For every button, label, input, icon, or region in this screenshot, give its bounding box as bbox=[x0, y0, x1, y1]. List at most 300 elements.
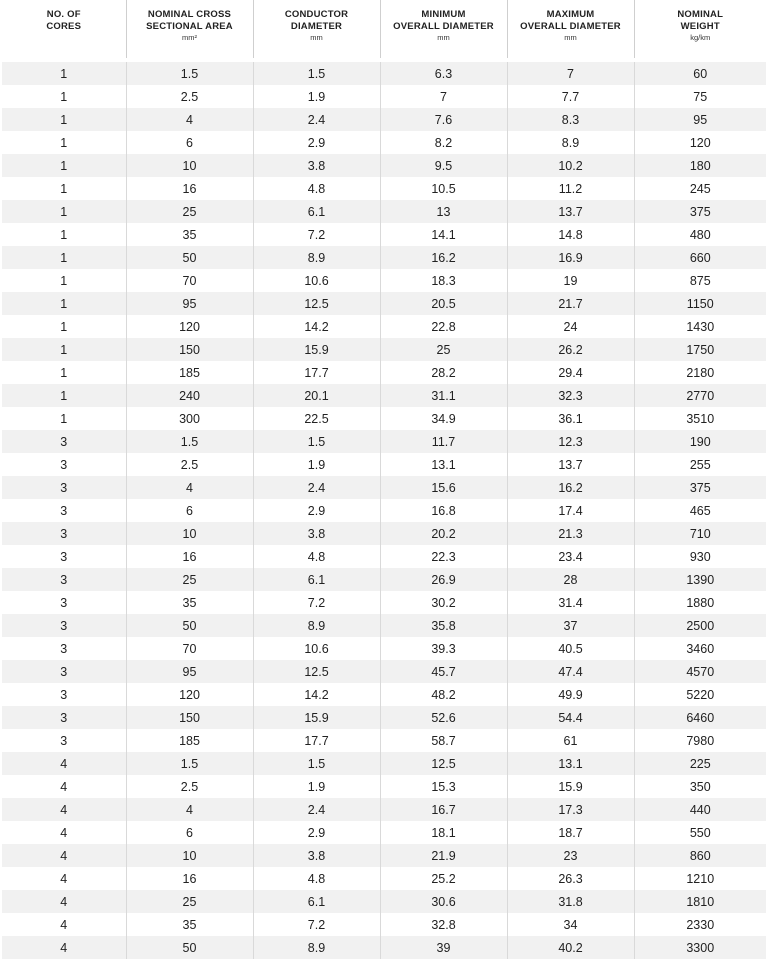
table-row bbox=[2, 499, 766, 522]
cross-section-cell: 16 bbox=[126, 177, 253, 200]
weight-cell: 5220 bbox=[634, 683, 766, 706]
cross-section-cell: 16 bbox=[126, 867, 253, 890]
cores-cell: 4 bbox=[2, 936, 126, 959]
conductor-diameter-cell: 8.9 bbox=[253, 614, 380, 637]
conductor-diameter-cell: 1.5 bbox=[253, 60, 380, 85]
weight-cell: 1150 bbox=[634, 292, 766, 315]
max-diameter-cell: 13.1 bbox=[507, 752, 634, 775]
conductor-diameter-cell: 6.1 bbox=[253, 200, 380, 223]
cores-cell: 4 bbox=[2, 890, 126, 913]
min-diameter-cell: 9.5 bbox=[380, 154, 507, 177]
conductor-diameter-cell: 12.5 bbox=[253, 660, 380, 683]
cross-section-cell: 25 bbox=[126, 890, 253, 913]
min-diameter-cell: 28.2 bbox=[380, 361, 507, 384]
min-diameter-cell: 10.5 bbox=[380, 177, 507, 200]
header-line: CONDUCTOR bbox=[284, 9, 349, 20]
max-diameter-cell: 54.4 bbox=[507, 706, 634, 729]
weight-cell: 660 bbox=[634, 246, 766, 269]
table-row bbox=[2, 476, 766, 499]
cores-cell: 3 bbox=[2, 522, 126, 545]
min-diameter-cell: 8.2 bbox=[380, 131, 507, 154]
conductor-diameter-cell: 2.4 bbox=[253, 798, 380, 821]
weight-cell: 440 bbox=[634, 798, 766, 821]
max-diameter-cell: 13.7 bbox=[507, 200, 634, 223]
cores-cell: 1 bbox=[2, 60, 126, 85]
max-diameter-cell: 7.7 bbox=[507, 85, 634, 108]
conductor-diameter-cell: 14.2 bbox=[253, 683, 380, 706]
min-diameter-cell: 52.6 bbox=[380, 706, 507, 729]
min-diameter-cell: 11.7 bbox=[380, 430, 507, 453]
table-row bbox=[2, 60, 766, 85]
min-diameter-cell: 26.9 bbox=[380, 568, 507, 591]
min-diameter-cell: 18.1 bbox=[380, 821, 507, 844]
weight-cell: 875 bbox=[634, 269, 766, 292]
cores-cell: 4 bbox=[2, 844, 126, 867]
header-unit: kg/km bbox=[690, 33, 711, 42]
weight-cell: 2180 bbox=[634, 361, 766, 384]
conductor-diameter-cell: 2.4 bbox=[253, 476, 380, 499]
table-row bbox=[2, 568, 766, 591]
min-diameter-cell: 7 bbox=[380, 85, 507, 108]
weight-cell: 350 bbox=[634, 775, 766, 798]
min-diameter-cell: 25.2 bbox=[380, 867, 507, 890]
min-diameter-cell: 13 bbox=[380, 200, 507, 223]
weight-cell: 930 bbox=[634, 545, 766, 568]
min-diameter-cell: 15.3 bbox=[380, 775, 507, 798]
table-row bbox=[2, 384, 766, 407]
cores-cell: 1 bbox=[2, 177, 126, 200]
table-row bbox=[2, 131, 766, 154]
max-diameter-cell: 13.7 bbox=[507, 453, 634, 476]
weight-cell: 95 bbox=[634, 108, 766, 131]
table-row bbox=[2, 338, 766, 361]
table-row bbox=[2, 614, 766, 637]
max-diameter-cell: 28 bbox=[507, 568, 634, 591]
table-row bbox=[2, 890, 766, 913]
weight-cell: 6460 bbox=[634, 706, 766, 729]
min-diameter-cell: 22.3 bbox=[380, 545, 507, 568]
cores-cell: 1 bbox=[2, 108, 126, 131]
cross-section-cell: 1.5 bbox=[126, 430, 253, 453]
table-row bbox=[2, 637, 766, 660]
weight-cell: 550 bbox=[634, 821, 766, 844]
table-row bbox=[2, 430, 766, 453]
min-diameter-cell: 35.8 bbox=[380, 614, 507, 637]
min-diameter-cell: 58.7 bbox=[380, 729, 507, 752]
table-row bbox=[2, 154, 766, 177]
weight-cell: 1750 bbox=[634, 338, 766, 361]
table-row bbox=[2, 913, 766, 936]
weight-cell: 1880 bbox=[634, 591, 766, 614]
conductor-diameter-cell: 8.9 bbox=[253, 936, 380, 959]
weight-cell: 860 bbox=[634, 844, 766, 867]
weight-cell: 60 bbox=[634, 60, 766, 85]
cores-cell: 1 bbox=[2, 315, 126, 338]
header-line: CORES bbox=[46, 21, 82, 32]
max-diameter-cell: 11.2 bbox=[507, 177, 634, 200]
conductor-diameter-cell: 1.5 bbox=[253, 430, 380, 453]
cross-section-cell: 120 bbox=[126, 683, 253, 706]
max-diameter-cell: 19 bbox=[507, 269, 634, 292]
cross-section-cell: 16 bbox=[126, 545, 253, 568]
conductor-diameter-cell: 1.9 bbox=[253, 453, 380, 476]
weight-cell: 1210 bbox=[634, 867, 766, 890]
min-diameter-cell: 16.8 bbox=[380, 499, 507, 522]
min-diameter-cell: 34.9 bbox=[380, 407, 507, 430]
header-cross-section bbox=[126, 0, 253, 60]
table-header bbox=[2, 0, 766, 60]
cross-section-cell: 150 bbox=[126, 338, 253, 361]
max-diameter-cell: 8.3 bbox=[507, 108, 634, 131]
conductor-diameter-cell: 1.9 bbox=[253, 85, 380, 108]
max-diameter-cell: 26.3 bbox=[507, 867, 634, 890]
weight-cell: 375 bbox=[634, 476, 766, 499]
table-row bbox=[2, 936, 766, 959]
max-diameter-cell: 12.3 bbox=[507, 430, 634, 453]
cross-section-cell: 10 bbox=[126, 522, 253, 545]
conductor-diameter-cell: 20.1 bbox=[253, 384, 380, 407]
cores-cell: 4 bbox=[2, 798, 126, 821]
weight-cell: 225 bbox=[634, 752, 766, 775]
min-diameter-cell: 20.5 bbox=[380, 292, 507, 315]
header-min-diameter bbox=[380, 0, 507, 60]
cores-cell: 4 bbox=[2, 775, 126, 798]
min-diameter-cell: 22.8 bbox=[380, 315, 507, 338]
table-row bbox=[2, 683, 766, 706]
max-diameter-cell: 18.7 bbox=[507, 821, 634, 844]
conductor-diameter-cell: 3.8 bbox=[253, 154, 380, 177]
cores-cell: 4 bbox=[2, 867, 126, 890]
conductor-diameter-cell: 17.7 bbox=[253, 361, 380, 384]
table-row bbox=[2, 108, 766, 131]
conductor-diameter-cell: 1.9 bbox=[253, 775, 380, 798]
weight-cell: 255 bbox=[634, 453, 766, 476]
cores-cell: 1 bbox=[2, 131, 126, 154]
header-row bbox=[2, 0, 766, 60]
table-row bbox=[2, 706, 766, 729]
max-diameter-cell: 40.5 bbox=[507, 637, 634, 660]
weight-cell: 75 bbox=[634, 85, 766, 108]
cross-section-cell: 2.5 bbox=[126, 775, 253, 798]
table-row bbox=[2, 177, 766, 200]
min-diameter-cell: 16.7 bbox=[380, 798, 507, 821]
max-diameter-cell: 34 bbox=[507, 913, 634, 936]
cores-cell: 3 bbox=[2, 453, 126, 476]
max-diameter-cell: 23 bbox=[507, 844, 634, 867]
cores-cell: 3 bbox=[2, 591, 126, 614]
table-row bbox=[2, 200, 766, 223]
cross-section-cell: 2.5 bbox=[126, 85, 253, 108]
weight-cell: 1430 bbox=[634, 315, 766, 338]
weight-cell: 7980 bbox=[634, 729, 766, 752]
conductor-diameter-cell: 10.6 bbox=[253, 269, 380, 292]
cores-cell: 3 bbox=[2, 545, 126, 568]
max-diameter-cell: 16.9 bbox=[507, 246, 634, 269]
weight-cell: 4570 bbox=[634, 660, 766, 683]
header-line: OVERALL DIAMETER bbox=[520, 21, 621, 32]
cross-section-cell: 95 bbox=[126, 292, 253, 315]
weight-cell: 1810 bbox=[634, 890, 766, 913]
cross-section-cell: 185 bbox=[126, 729, 253, 752]
conductor-diameter-cell: 4.8 bbox=[253, 867, 380, 890]
cross-section-cell: 150 bbox=[126, 706, 253, 729]
cores-cell: 3 bbox=[2, 706, 126, 729]
table-row bbox=[2, 752, 766, 775]
max-diameter-cell: 32.3 bbox=[507, 384, 634, 407]
cores-cell: 3 bbox=[2, 430, 126, 453]
header-line: MAXIMUM bbox=[546, 9, 595, 20]
table-row bbox=[2, 246, 766, 269]
max-diameter-cell: 47.4 bbox=[507, 660, 634, 683]
max-diameter-cell: 21.3 bbox=[507, 522, 634, 545]
cores-cell: 3 bbox=[2, 476, 126, 499]
conductor-diameter-cell: 4.8 bbox=[253, 177, 380, 200]
conductor-diameter-cell: 15.9 bbox=[253, 338, 380, 361]
max-diameter-cell: 36.1 bbox=[507, 407, 634, 430]
cross-section-cell: 95 bbox=[126, 660, 253, 683]
conductor-diameter-cell: 1.5 bbox=[253, 752, 380, 775]
weight-cell: 2330 bbox=[634, 913, 766, 936]
table-row bbox=[2, 867, 766, 890]
cross-section-cell: 25 bbox=[126, 200, 253, 223]
header-unit: mm bbox=[564, 33, 577, 42]
cross-section-cell: 25 bbox=[126, 568, 253, 591]
cores-cell: 1 bbox=[2, 384, 126, 407]
min-diameter-cell: 7.6 bbox=[380, 108, 507, 131]
conductor-diameter-cell: 12.5 bbox=[253, 292, 380, 315]
table-row bbox=[2, 798, 766, 821]
cross-section-cell: 4 bbox=[126, 108, 253, 131]
cores-cell: 1 bbox=[2, 246, 126, 269]
weight-cell: 2500 bbox=[634, 614, 766, 637]
cores-cell: 1 bbox=[2, 154, 126, 177]
weight-cell: 180 bbox=[634, 154, 766, 177]
conductor-diameter-cell: 10.6 bbox=[253, 637, 380, 660]
conductor-diameter-cell: 2.9 bbox=[253, 131, 380, 154]
max-diameter-cell: 17.4 bbox=[507, 499, 634, 522]
header-line: SECTIONAL AREA bbox=[146, 21, 233, 32]
cores-cell: 1 bbox=[2, 223, 126, 246]
cores-cell: 3 bbox=[2, 729, 126, 752]
cross-section-cell: 120 bbox=[126, 315, 253, 338]
weight-cell: 710 bbox=[634, 522, 766, 545]
max-diameter-cell: 10.2 bbox=[507, 154, 634, 177]
conductor-diameter-cell: 7.2 bbox=[253, 913, 380, 936]
conductor-diameter-cell: 14.2 bbox=[253, 315, 380, 338]
conductor-diameter-cell: 2.9 bbox=[253, 821, 380, 844]
weight-cell: 480 bbox=[634, 223, 766, 246]
cores-cell: 1 bbox=[2, 269, 126, 292]
cores-cell: 1 bbox=[2, 292, 126, 315]
header-line: DIAMETER bbox=[290, 21, 343, 32]
min-diameter-cell: 15.6 bbox=[380, 476, 507, 499]
weight-cell: 1390 bbox=[634, 568, 766, 591]
header-conductor-diameter bbox=[253, 0, 380, 60]
cross-section-cell: 35 bbox=[126, 591, 253, 614]
conductor-diameter-cell: 6.1 bbox=[253, 568, 380, 591]
max-diameter-cell: 29.4 bbox=[507, 361, 634, 384]
min-diameter-cell: 18.3 bbox=[380, 269, 507, 292]
conductor-diameter-cell: 2.4 bbox=[253, 108, 380, 131]
weight-cell: 245 bbox=[634, 177, 766, 200]
weight-cell: 375 bbox=[634, 200, 766, 223]
max-diameter-cell: 23.4 bbox=[507, 545, 634, 568]
table-row bbox=[2, 85, 766, 108]
min-diameter-cell: 30.6 bbox=[380, 890, 507, 913]
cross-section-cell: 4 bbox=[126, 798, 253, 821]
cross-section-cell: 1.5 bbox=[126, 752, 253, 775]
min-diameter-cell: 16.2 bbox=[380, 246, 507, 269]
cores-cell: 3 bbox=[2, 568, 126, 591]
min-diameter-cell: 25 bbox=[380, 338, 507, 361]
min-diameter-cell: 39.3 bbox=[380, 637, 507, 660]
min-diameter-cell: 48.2 bbox=[380, 683, 507, 706]
cores-cell: 3 bbox=[2, 499, 126, 522]
cores-cell: 4 bbox=[2, 752, 126, 775]
conductor-diameter-cell: 4.8 bbox=[253, 545, 380, 568]
conductor-diameter-cell: 17.7 bbox=[253, 729, 380, 752]
max-diameter-cell: 14.8 bbox=[507, 223, 634, 246]
conductor-diameter-cell: 2.9 bbox=[253, 499, 380, 522]
cross-section-cell: 70 bbox=[126, 637, 253, 660]
max-diameter-cell: 17.3 bbox=[507, 798, 634, 821]
cross-section-cell: 300 bbox=[126, 407, 253, 430]
conductor-diameter-cell: 15.9 bbox=[253, 706, 380, 729]
max-diameter-cell: 49.9 bbox=[507, 683, 634, 706]
table-row bbox=[2, 660, 766, 683]
header-unit: mm bbox=[310, 33, 323, 42]
cross-section-cell: 10 bbox=[126, 844, 253, 867]
max-diameter-cell: 31.8 bbox=[507, 890, 634, 913]
max-diameter-cell: 26.2 bbox=[507, 338, 634, 361]
cores-cell: 4 bbox=[2, 913, 126, 936]
max-diameter-cell: 24 bbox=[507, 315, 634, 338]
cross-section-cell: 50 bbox=[126, 614, 253, 637]
table-row bbox=[2, 591, 766, 614]
cross-section-cell: 70 bbox=[126, 269, 253, 292]
min-diameter-cell: 12.5 bbox=[380, 752, 507, 775]
header-unit: mm² bbox=[182, 33, 197, 42]
cable-spec-table bbox=[2, 0, 766, 959]
header-line: OVERALL DIAMETER bbox=[393, 21, 494, 32]
table-row bbox=[2, 522, 766, 545]
cores-cell: 1 bbox=[2, 361, 126, 384]
header-line: NO. OF bbox=[46, 9, 81, 20]
min-diameter-cell: 31.1 bbox=[380, 384, 507, 407]
conductor-diameter-cell: 7.2 bbox=[253, 591, 380, 614]
conductor-diameter-cell: 8.9 bbox=[253, 246, 380, 269]
table-row bbox=[2, 729, 766, 752]
max-diameter-cell: 15.9 bbox=[507, 775, 634, 798]
cores-cell: 1 bbox=[2, 338, 126, 361]
max-diameter-cell: 21.7 bbox=[507, 292, 634, 315]
cores-cell: 3 bbox=[2, 614, 126, 637]
cross-section-cell: 185 bbox=[126, 361, 253, 384]
header-line: MINIMUM bbox=[421, 9, 466, 20]
header-cores bbox=[2, 0, 126, 60]
cores-cell: 3 bbox=[2, 683, 126, 706]
cross-section-cell: 2.5 bbox=[126, 453, 253, 476]
table-row bbox=[2, 292, 766, 315]
cores-cell: 1 bbox=[2, 200, 126, 223]
cores-cell: 3 bbox=[2, 660, 126, 683]
min-diameter-cell: 14.1 bbox=[380, 223, 507, 246]
max-diameter-cell: 40.2 bbox=[507, 936, 634, 959]
conductor-diameter-cell: 3.8 bbox=[253, 522, 380, 545]
header-line: NOMINAL CROSS bbox=[147, 9, 232, 20]
table-row bbox=[2, 844, 766, 867]
header-line: WEIGHT bbox=[680, 21, 720, 32]
min-diameter-cell: 39 bbox=[380, 936, 507, 959]
header-max-diameter bbox=[507, 0, 634, 60]
min-diameter-cell: 32.8 bbox=[380, 913, 507, 936]
header-line: NOMINAL bbox=[677, 9, 724, 20]
header-weight bbox=[634, 0, 766, 60]
max-diameter-cell: 31.4 bbox=[507, 591, 634, 614]
table-row bbox=[2, 269, 766, 292]
cross-section-cell: 50 bbox=[126, 246, 253, 269]
min-diameter-cell: 6.3 bbox=[380, 60, 507, 85]
cores-cell: 3 bbox=[2, 637, 126, 660]
table-body bbox=[2, 60, 766, 959]
table-row bbox=[2, 407, 766, 430]
table-row bbox=[2, 315, 766, 338]
max-diameter-cell: 37 bbox=[507, 614, 634, 637]
table-row bbox=[2, 223, 766, 246]
weight-cell: 120 bbox=[634, 131, 766, 154]
table-row bbox=[2, 453, 766, 476]
max-diameter-cell: 61 bbox=[507, 729, 634, 752]
max-diameter-cell: 16.2 bbox=[507, 476, 634, 499]
cross-section-cell: 6 bbox=[126, 131, 253, 154]
min-diameter-cell: 13.1 bbox=[380, 453, 507, 476]
max-diameter-cell: 7 bbox=[507, 60, 634, 85]
cross-section-cell: 35 bbox=[126, 913, 253, 936]
cross-section-cell: 10 bbox=[126, 154, 253, 177]
table-row bbox=[2, 545, 766, 568]
min-diameter-cell: 45.7 bbox=[380, 660, 507, 683]
weight-cell: 465 bbox=[634, 499, 766, 522]
weight-cell: 3460 bbox=[634, 637, 766, 660]
table-row bbox=[2, 361, 766, 384]
cross-section-cell: 50 bbox=[126, 936, 253, 959]
cross-section-cell: 35 bbox=[126, 223, 253, 246]
conductor-diameter-cell: 22.5 bbox=[253, 407, 380, 430]
cores-cell: 1 bbox=[2, 85, 126, 108]
table-row bbox=[2, 821, 766, 844]
conductor-diameter-cell: 6.1 bbox=[253, 890, 380, 913]
weight-cell: 190 bbox=[634, 430, 766, 453]
table-row bbox=[2, 775, 766, 798]
cores-cell: 1 bbox=[2, 407, 126, 430]
weight-cell: 3510 bbox=[634, 407, 766, 430]
header-unit: mm bbox=[437, 33, 450, 42]
conductor-diameter-cell: 3.8 bbox=[253, 844, 380, 867]
cross-section-cell: 240 bbox=[126, 384, 253, 407]
cross-section-cell: 6 bbox=[126, 821, 253, 844]
conductor-diameter-cell: 7.2 bbox=[253, 223, 380, 246]
weight-cell: 3300 bbox=[634, 936, 766, 959]
cores-cell: 4 bbox=[2, 821, 126, 844]
min-diameter-cell: 30.2 bbox=[380, 591, 507, 614]
min-diameter-cell: 21.9 bbox=[380, 844, 507, 867]
max-diameter-cell: 8.9 bbox=[507, 131, 634, 154]
cross-section-cell: 6 bbox=[126, 499, 253, 522]
weight-cell: 2770 bbox=[634, 384, 766, 407]
cross-section-cell: 4 bbox=[126, 476, 253, 499]
cross-section-cell: 1.5 bbox=[126, 60, 253, 85]
min-diameter-cell: 20.2 bbox=[380, 522, 507, 545]
